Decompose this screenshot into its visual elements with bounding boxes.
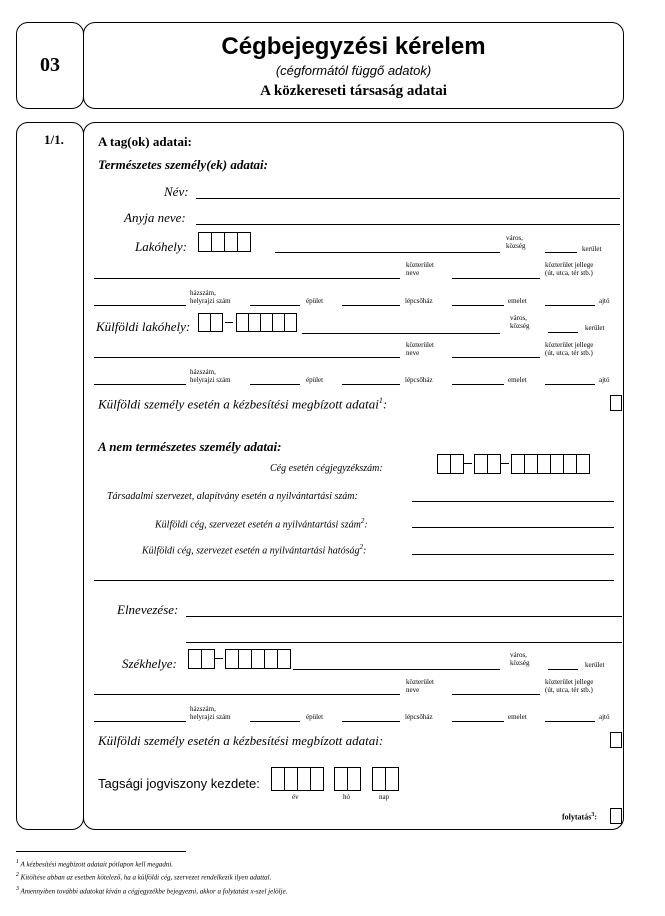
page-title: Cégbejegyzési kérelem bbox=[221, 33, 486, 60]
seat-floor-label: emelet bbox=[508, 713, 527, 721]
agent-sup: 1 bbox=[378, 396, 383, 405]
seat-door-label: ajtó bbox=[599, 713, 610, 721]
agent-suffix: : bbox=[382, 396, 388, 412]
regno-form-code[interactable] bbox=[474, 454, 500, 474]
residence-staircase-field[interactable] bbox=[342, 305, 400, 306]
residence-street-type-field[interactable] bbox=[452, 278, 540, 279]
section-number: 1/1. bbox=[44, 132, 64, 147]
foreign-staircase-field[interactable] bbox=[342, 384, 400, 385]
city-top: város, bbox=[506, 234, 523, 242]
residence-street-field[interactable] bbox=[94, 278, 400, 279]
footnote-3-num: 3 bbox=[16, 885, 19, 892]
street-type-label bbox=[545, 261, 593, 277]
number-box bbox=[16, 122, 84, 830]
foreign-city-top: város, bbox=[510, 314, 527, 322]
seat-street-type-field[interactable] bbox=[452, 694, 540, 695]
company-name-field-2[interactable] bbox=[186, 642, 622, 643]
footnote-1 bbox=[16, 857, 287, 870]
foreign-street-field[interactable] bbox=[94, 357, 400, 358]
footnote-1-num: 1 bbox=[16, 859, 19, 865]
seat-city-bottom: község bbox=[510, 659, 530, 667]
regno-serial[interactable] bbox=[511, 454, 589, 474]
foreign-authority-label bbox=[142, 543, 366, 556]
street-type-bottom: (út, utca, tér stb.) bbox=[545, 269, 593, 277]
membership-day[interactable] bbox=[372, 767, 398, 791]
seat-house-label bbox=[190, 705, 231, 721]
residence-city-field[interactable] bbox=[275, 252, 500, 253]
residence-floor-field[interactable] bbox=[452, 305, 504, 306]
members-heading: A tag(ok) adatai: bbox=[98, 134, 192, 149]
foreign-street-type-field[interactable] bbox=[452, 357, 540, 358]
seat-street-top: közterület bbox=[406, 678, 434, 686]
foreign-residence-label: Külföldi lakóhely: bbox=[96, 319, 191, 334]
continuation-checkbox[interactable] bbox=[610, 808, 622, 824]
seat-floor-field[interactable] bbox=[452, 721, 504, 722]
house-top: házszám, bbox=[190, 289, 216, 297]
agent2-label: Külföldi személy esetén a kézbesítési megbízott adatai: bbox=[98, 733, 384, 748]
foreign-regno-colon: : bbox=[364, 519, 368, 531]
footnote-3 bbox=[16, 884, 287, 897]
content-box bbox=[83, 122, 624, 830]
foreign-floor-label: emelet bbox=[508, 376, 527, 384]
foreign-district-label: kerület bbox=[585, 324, 605, 332]
footnote-2 bbox=[16, 870, 287, 883]
seat-label: Székhelye: bbox=[122, 656, 177, 671]
foreign-house-label bbox=[190, 368, 231, 384]
seat-district-label: kerület bbox=[585, 661, 605, 669]
staircase-label: lépcsőház bbox=[405, 297, 433, 305]
foreign-street-bottom: neve bbox=[406, 349, 420, 357]
seat-city-field[interactable] bbox=[293, 669, 500, 670]
seat-street-bottom: neve bbox=[406, 686, 420, 694]
seat-street-field[interactable] bbox=[94, 694, 400, 695]
page-subtitle: (cégformától függő adatok) bbox=[275, 63, 432, 78]
month-label: hó bbox=[343, 793, 350, 801]
day-label: nap bbox=[379, 793, 390, 801]
year-label: év bbox=[292, 793, 299, 801]
membership-label: Tagsági jogviszony kezdete: bbox=[98, 776, 260, 791]
seat-building-label: épület bbox=[306, 713, 324, 721]
foreign-floor-field[interactable] bbox=[452, 384, 504, 385]
foreign-staircase-label: lépcsőház bbox=[405, 376, 433, 384]
city-bottom: község bbox=[506, 242, 526, 250]
company-name-field[interactable] bbox=[186, 616, 622, 617]
residence-door-field[interactable] bbox=[545, 305, 595, 306]
foreign-regno-label bbox=[155, 517, 368, 530]
footnote-2-text: Kitöltése abban az esetben kötelező, ha a külföldi cég, szervezet rendelkezik ilyen adattal. bbox=[20, 873, 272, 882]
mother-name-label: Anyja neve: bbox=[124, 210, 186, 225]
footnote-separator bbox=[16, 851, 186, 852]
residence-house-field[interactable] bbox=[94, 305, 186, 306]
foreign-regno-sup: 2 bbox=[360, 517, 365, 525]
foreign-district-field[interactable] bbox=[548, 332, 578, 333]
membership-month[interactable] bbox=[334, 767, 360, 791]
city-label bbox=[506, 234, 525, 250]
foreign-city-bottom: község bbox=[510, 322, 530, 330]
seat-house-field[interactable] bbox=[94, 721, 186, 722]
agent-checkbox[interactable] bbox=[610, 395, 622, 411]
continuation-colon: : bbox=[594, 812, 597, 822]
legal-person-heading: A nem természetes személy adatai: bbox=[98, 439, 282, 454]
foreign-street-type-top: közterület jellege bbox=[545, 341, 594, 349]
foreign-authority-field[interactable] bbox=[412, 554, 614, 555]
street-top: közterület bbox=[406, 261, 434, 269]
foreign-building-field[interactable] bbox=[250, 384, 300, 385]
natural-person-heading: Természetes személy(ek) adatai: bbox=[98, 157, 268, 172]
agent-label-text: Külföldi személy esetén a kézbesítési megbízott adatai bbox=[98, 396, 379, 412]
seat-house-bottom: helyrajzi szám bbox=[190, 713, 231, 721]
street-type-top: közterület jellege bbox=[545, 261, 594, 269]
foreign-street-type-label bbox=[545, 341, 593, 357]
door-label: ajtó bbox=[599, 297, 610, 305]
continuation-sup: 3 bbox=[591, 812, 595, 818]
foreign-house-top: házszám, bbox=[190, 368, 216, 376]
membership-year[interactable] bbox=[271, 767, 323, 791]
seat-staircase-field[interactable] bbox=[342, 721, 400, 722]
foreign-door-label: ajtó bbox=[599, 376, 610, 384]
foreign-street-type-bottom: (út, utca, tér stb.) bbox=[545, 349, 593, 357]
foreign-authority-sup: 2 bbox=[359, 543, 363, 551]
agent-label bbox=[98, 396, 387, 412]
foreign-city-label bbox=[510, 314, 529, 330]
form-code: 03 bbox=[40, 54, 60, 76]
seat-street-type-bottom: (út, utca, tér stb.) bbox=[545, 686, 593, 694]
residence-label: Lakóhely: bbox=[135, 239, 187, 254]
seat-building-field[interactable] bbox=[250, 721, 300, 722]
footnote-3-text: Amennyiben további adatokat kíván a cégjegyzékbe bejegyezni, akkor a folytatást x-szel jelölje. bbox=[20, 886, 288, 895]
seat-staircase-label: lépcsőház bbox=[405, 713, 433, 721]
name-field[interactable] bbox=[196, 198, 620, 199]
seat-street-type-top: közterület jellege bbox=[545, 678, 594, 686]
house-bottom: helyrajzi szám bbox=[190, 297, 231, 305]
regno-court-code[interactable] bbox=[437, 454, 463, 474]
foreign-building-label: épület bbox=[306, 376, 324, 384]
mother-name-field[interactable] bbox=[196, 224, 620, 225]
foreign-house-bottom: helyrajzi szám bbox=[190, 376, 231, 384]
seat-door-field[interactable] bbox=[545, 721, 595, 722]
foreign-authority-text: Külföldi cég, szervezet esetén a nyilvántartási hatóság bbox=[142, 545, 360, 557]
company-name-label: Elnevezése: bbox=[117, 602, 179, 617]
regno-label: Cég esetén cégjegyzékszám: bbox=[270, 463, 383, 474]
residence-building-field[interactable] bbox=[250, 305, 300, 306]
residence-district-field[interactable] bbox=[545, 252, 577, 253]
seat-postcode[interactable] bbox=[225, 649, 290, 669]
continuation-text: folytatás bbox=[562, 812, 592, 822]
district-label: kerület bbox=[582, 245, 602, 253]
foreign-postcode[interactable] bbox=[236, 313, 296, 333]
foreign-door-field[interactable] bbox=[545, 384, 595, 385]
foreign-authority-field-2[interactable] bbox=[94, 580, 614, 581]
regno-dash-2 bbox=[501, 463, 509, 464]
civil-regno-label: Társadalmi szervezet, alapítvány esetén a nyilvántartási szám: bbox=[107, 491, 358, 502]
seat-dash bbox=[215, 658, 223, 659]
residence-postcode[interactable] bbox=[198, 232, 250, 252]
foreign-country-code[interactable] bbox=[198, 313, 222, 333]
section-title: A közkereseti társaság adatai bbox=[260, 83, 447, 99]
continuation-label bbox=[562, 812, 597, 822]
seat-district-field[interactable] bbox=[548, 669, 578, 670]
street-bottom: neve bbox=[406, 269, 420, 277]
foreign-city-field[interactable] bbox=[302, 333, 500, 334]
floor-label: emelet bbox=[508, 297, 527, 305]
agent2-checkbox[interactable] bbox=[610, 732, 622, 748]
street-label bbox=[406, 261, 434, 277]
seat-house-top: házszám, bbox=[190, 705, 216, 713]
civil-regno-field[interactable] bbox=[412, 501, 614, 502]
seat-street-type-label bbox=[545, 678, 593, 694]
building-label: épület bbox=[306, 297, 324, 305]
foreign-street-label bbox=[406, 341, 434, 357]
seat-city-top: város, bbox=[510, 651, 527, 659]
seat-country-code[interactable] bbox=[188, 649, 214, 669]
footnote-1-text: A kézbesítési megbízott adatait pótlapon kell megadni. bbox=[20, 860, 174, 869]
foreign-regno-text: Külföldi cég, szervezet esetén a nyilvántartási szám bbox=[155, 519, 361, 531]
foreign-street-top: közterület bbox=[406, 341, 434, 349]
house-label bbox=[190, 289, 231, 305]
footnotes bbox=[16, 857, 287, 897]
foreign-regno-field[interactable] bbox=[412, 527, 614, 528]
regno-dash-1 bbox=[464, 463, 472, 464]
foreign-dash bbox=[225, 322, 233, 323]
foreign-authority-colon: : bbox=[362, 545, 367, 557]
name-label: Név: bbox=[164, 184, 189, 199]
foreign-house-field[interactable] bbox=[94, 384, 186, 385]
footnote-2-num: 2 bbox=[16, 872, 19, 879]
seat-street-label bbox=[406, 678, 434, 694]
seat-city-label bbox=[510, 651, 529, 667]
